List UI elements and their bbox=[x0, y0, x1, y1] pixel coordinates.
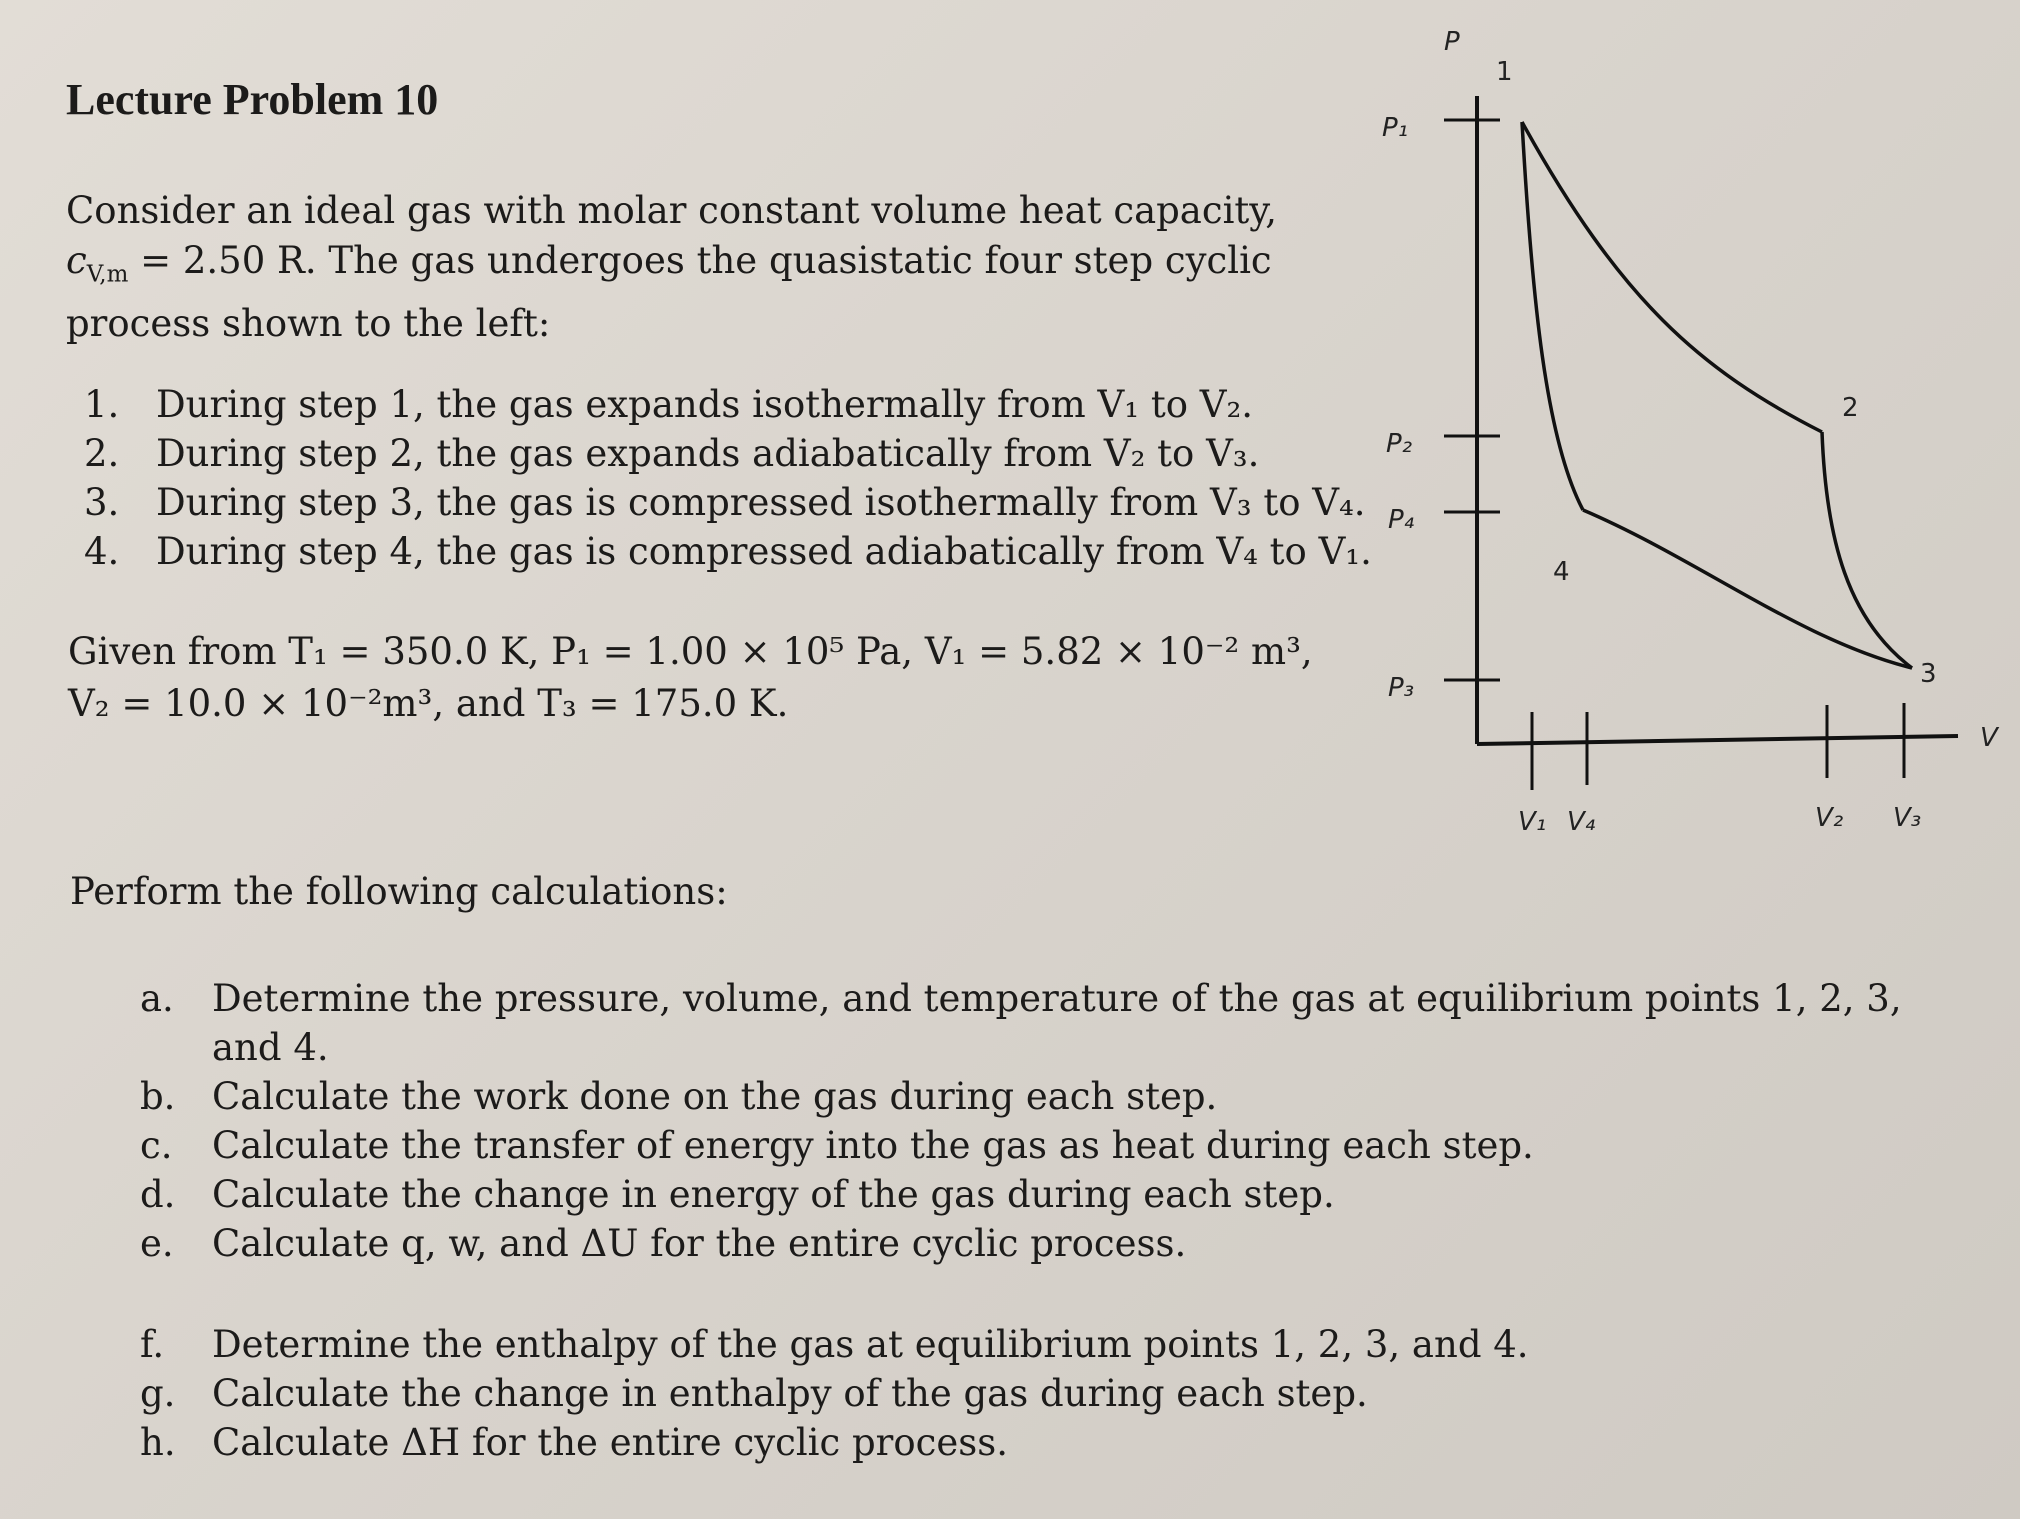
point-4-label: 4 bbox=[1553, 557, 1570, 587]
page-title: Lecture Problem 10 bbox=[66, 75, 439, 124]
step-text: During step 2, the gas expands adiabatically from V₂ to V₃. bbox=[156, 432, 1260, 475]
task-text: Calculate the transfer of energy into the gas as heat during each step. bbox=[212, 1124, 1534, 1167]
point-2-label: 2 bbox=[1842, 393, 1859, 423]
task-text: Calculate ΔH for the entire cyclic process. bbox=[212, 1421, 1008, 1464]
v1-label: V₁ bbox=[1518, 807, 1547, 837]
intro-line-1: Consider an ideal gas with molar constant volume heat capacity, bbox=[66, 189, 1278, 232]
v-axis bbox=[1477, 736, 1958, 744]
p2-label: P₂ bbox=[1386, 429, 1413, 459]
task-text: Calculate the change in enthalpy of the gas during each step. bbox=[212, 1372, 1368, 1415]
point-3-label: 3 bbox=[1920, 659, 1937, 689]
cv-symbol: c bbox=[66, 239, 87, 282]
step-number: 2. bbox=[84, 432, 120, 475]
v3-label: V₃ bbox=[1893, 803, 1922, 833]
adiabat-step-4 bbox=[1522, 122, 1583, 510]
adiabat-step-2 bbox=[1822, 432, 1912, 668]
point-1-label: 1 bbox=[1496, 57, 1513, 87]
task-label: g. bbox=[140, 1372, 176, 1415]
step-text: During step 3, the gas is compressed isothermally from V₃ to V₄. bbox=[156, 481, 1366, 524]
task-text: Determine the enthalpy of the gas at equilibrium points 1, 2, 3, and 4. bbox=[212, 1323, 1529, 1366]
v4-label: V₄ bbox=[1567, 807, 1596, 837]
task-item-continued: and 4. bbox=[212, 1026, 329, 1069]
v2-label: V₂ bbox=[1815, 803, 1844, 833]
cv-value: = 2.50 R. The gas undergoes the quasistatic four step cyclic bbox=[128, 239, 1272, 282]
step-text: During step 4, the gas is compressed adiabatically from V₄ to V₁. bbox=[156, 530, 1372, 573]
task-text: Determine the pressure, volume, and temperature of the gas at equilibrium points 1, 2, 3, bbox=[212, 977, 1902, 1020]
task-text: Calculate the change in energy of the gas during each step. bbox=[212, 1173, 1335, 1216]
step-number: 3. bbox=[84, 481, 120, 524]
task-label: c. bbox=[140, 1124, 173, 1167]
perform-heading: Perform the following calculations: bbox=[70, 870, 728, 913]
task-label: b. bbox=[140, 1075, 176, 1118]
task-text: Calculate q, w, and ΔU for the entire cyclic process. bbox=[212, 1222, 1187, 1265]
p4-label: P₄ bbox=[1388, 505, 1415, 535]
step-number: 1. bbox=[84, 383, 120, 426]
axis-v-label: V bbox=[1980, 723, 1998, 753]
step-text: During step 1, the gas expands isothermally from V₁ to V₂. bbox=[156, 383, 1254, 426]
isotherm-step-1 bbox=[1522, 122, 1822, 432]
p1-label: P₁ bbox=[1382, 113, 1409, 143]
task-label: f. bbox=[140, 1323, 165, 1366]
task-label: h. bbox=[140, 1421, 176, 1464]
task-label: a. bbox=[140, 977, 174, 1020]
p3-label: P₃ bbox=[1388, 673, 1415, 703]
cv-subscript: V,m bbox=[86, 261, 129, 288]
intro-line-3: process shown to the left: bbox=[66, 302, 551, 346]
step-number: 4. bbox=[84, 530, 120, 573]
task-label: e. bbox=[140, 1222, 174, 1265]
isotherm-step-3 bbox=[1583, 510, 1912, 668]
given-line-2: V₂ = 10.0 × 10⁻²m³, and T₃ = 175.0 K. bbox=[68, 682, 789, 725]
axis-p-label: P bbox=[1444, 27, 1460, 57]
task-label: d. bbox=[140, 1173, 176, 1216]
given-line-1: Given from T₁ = 350.0 K, P₁ = 1.00 × 10⁵ Pa, V₁ = 5.82 × 10⁻² m³, bbox=[68, 630, 1313, 673]
task-text: Calculate the work done on the gas during each step. bbox=[212, 1075, 1218, 1118]
